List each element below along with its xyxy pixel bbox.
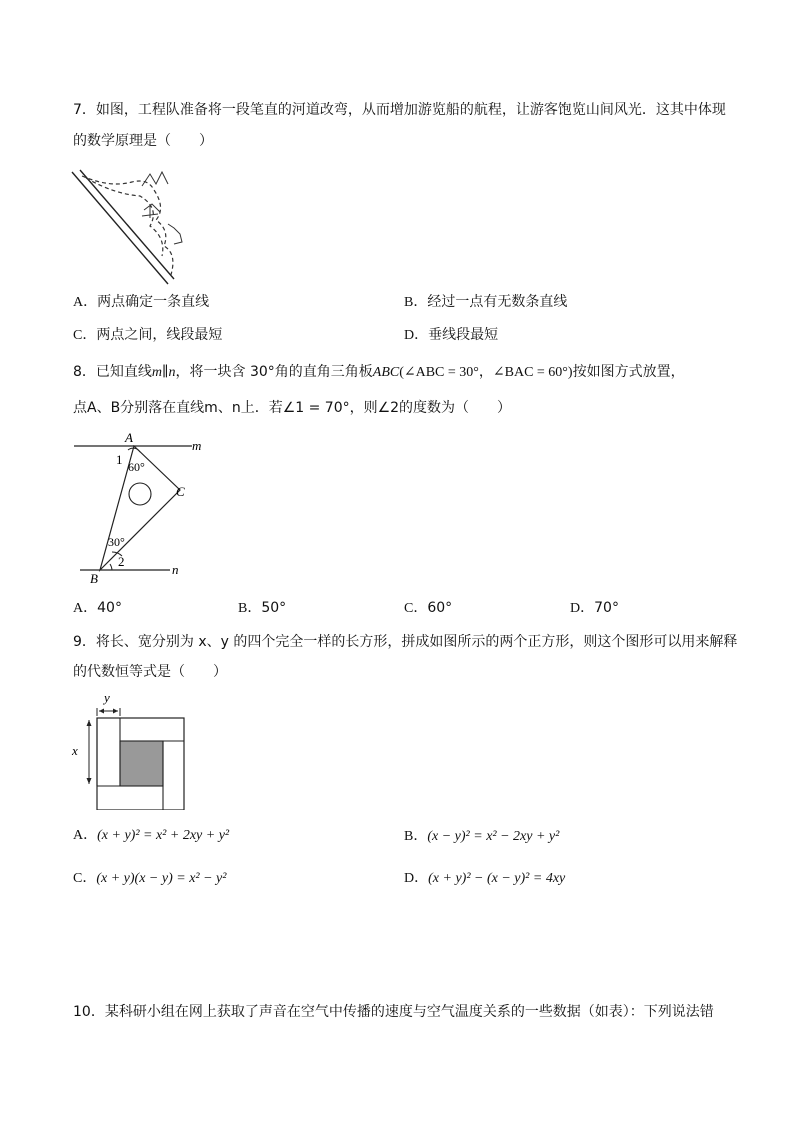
- option-label: D．: [404, 871, 429, 886]
- q9-square-figure: [70, 690, 190, 810]
- q8-line2: 点A、B分别落在直线m、n上．若∠1 = 70°，则∠2的度数为（ ）: [73, 400, 512, 416]
- option-text: (x − y)² = x² − 2xy + y²: [427, 829, 560, 844]
- option-label: C．: [73, 328, 97, 343]
- option-label: D．: [570, 601, 595, 616]
- option-text: (x + y)(x − y) = x² − y²: [96, 871, 227, 886]
- q8-line1: [73, 362, 685, 383]
- q8-text-e: 按如图方式放置，: [572, 364, 685, 380]
- label-b: B: [90, 571, 98, 586]
- label-angle-2: 2: [118, 554, 125, 569]
- q8-option-b: [238, 598, 286, 619]
- q7-option-d: [404, 325, 498, 346]
- option-text: 70°: [594, 600, 619, 616]
- option-label: B．: [404, 295, 428, 310]
- q7-line1: 7．如图，工程队准备将一段笔直的河道改弯，从而增加游览船的航程，让游客饱览山间风光．这其中体现: [73, 102, 726, 118]
- q9-option-b: [404, 826, 559, 847]
- option-text: 经过一点有无数条直线: [427, 294, 568, 310]
- q8-option-c: [404, 598, 452, 619]
- option-text: 60°: [427, 600, 453, 616]
- q9-option-d: [404, 868, 565, 889]
- q9-option-c: [73, 868, 226, 889]
- label-60: 60°: [128, 460, 145, 474]
- q9-line1: 9．将长、宽分别为 x、y 的四个完全一样的长方形，拼成如图所示的两个正方形，则这个图形可以用来解释: [73, 634, 738, 650]
- label-angle-1: 1: [116, 452, 123, 467]
- q7-river-figure: [70, 168, 200, 288]
- q8-option-d: [570, 598, 619, 619]
- option-text: 两点确定一条直线: [97, 294, 210, 310]
- q8-triangle-figure: [70, 428, 220, 588]
- q7-option-a: [73, 292, 209, 313]
- option-text: (x + y)² − (x − y)² = 4xy: [428, 871, 566, 886]
- label-n: n: [172, 562, 179, 577]
- q7-option-c: [73, 325, 222, 346]
- q7-line2: 的数学原理是（ ）: [73, 133, 213, 149]
- q9-line2: 的代数恒等式是（ ）: [73, 664, 227, 680]
- option-text: 垂线段最短: [428, 327, 499, 343]
- q8-option-a: [73, 598, 122, 619]
- option-label: C．: [73, 871, 97, 886]
- option-label: A．: [73, 828, 98, 843]
- q9-option-a: [73, 826, 229, 846]
- label-x: x: [72, 743, 78, 758]
- label-a: A: [125, 430, 133, 445]
- option-label: C．: [404, 601, 428, 616]
- q8-text-b: ，将一块含 30°角的直角三角板: [175, 364, 373, 380]
- q10-line1: 10．某科研小组在网上获取了声音在空气中传播的速度与空气温度关系的一些数据（如表）：下列说法错: [73, 1004, 714, 1020]
- option-text: (x + y)² = x² + 2xy + y²: [97, 828, 230, 843]
- option-label: A．: [73, 295, 98, 310]
- option-label: A．: [73, 601, 98, 616]
- q8-parallel: m∥n: [151, 365, 176, 380]
- option-label: B．: [404, 829, 428, 844]
- label-y: y: [104, 690, 110, 705]
- q8-triangle-name: ABC: [372, 365, 400, 380]
- label-c: C: [176, 484, 185, 499]
- q8-text-a: 8．已知直线: [73, 364, 152, 380]
- option-text: 40°: [97, 600, 122, 616]
- option-text: 50°: [261, 600, 287, 616]
- label-30: 30°: [108, 535, 125, 549]
- option-label: D．: [404, 328, 429, 343]
- label-m: m: [192, 438, 202, 453]
- option-label: B．: [238, 601, 262, 616]
- q8-angles: (∠ABC = 30°，∠BAC = 60°): [399, 365, 573, 380]
- option-text: 两点之间，线段最短: [96, 327, 223, 343]
- q7-option-b: [404, 292, 567, 313]
